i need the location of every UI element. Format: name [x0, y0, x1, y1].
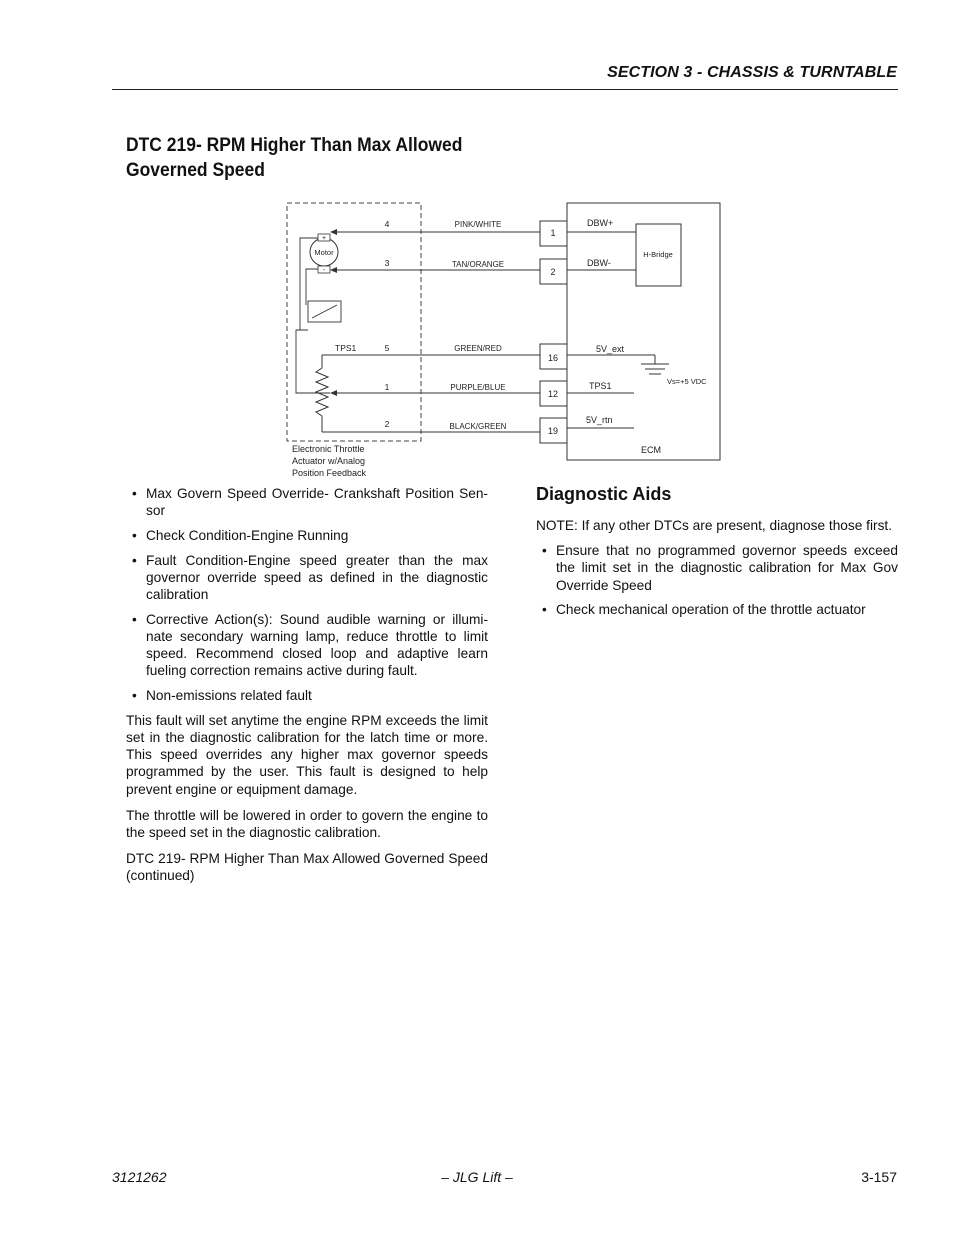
diagnostic-aids-heading: Diagnostic Aids	[536, 484, 672, 504]
motor-minus-label: -	[322, 267, 326, 274]
wire-color-label: PURPLE/BLUE	[450, 383, 506, 392]
actuator-boundary	[287, 203, 421, 441]
pin-label: 3	[384, 258, 390, 268]
ecm-signal-label: DBW-	[587, 258, 611, 268]
motor-link-line	[306, 269, 318, 305]
ecm-pin-number: 16	[547, 353, 559, 363]
supply-label: Vs=+5 VDC	[667, 377, 707, 386]
wire-color-label: TAN/ORANGE	[451, 260, 505, 269]
pin-label: 4	[384, 219, 390, 229]
ecm-label: ECM	[641, 445, 661, 455]
motor-plus-label: +	[321, 235, 327, 242]
wire-color-label: PINK/WHITE	[454, 220, 502, 229]
list-item: • Corrective Action(s): Sound audible warning or illumi-nate secondary warning lamp, reduce throttle to limit speed. Recommend closed loop and adaptive learn fueling correction remains active during fault.	[132, 611, 488, 679]
ecm-pin-number: 12	[547, 389, 559, 399]
section-header: SECTION 3 - CHASSIS & TURNTABLE	[607, 64, 897, 81]
pin-label: 2	[384, 419, 390, 429]
list-item: • Non-emissions related fault	[132, 688, 312, 704]
tps-label: TPS1	[335, 343, 357, 353]
ecm-signal-label: 5V_rtn	[586, 415, 613, 425]
doc-number: 3121262	[112, 1169, 167, 1185]
actuator-caption: Electronic Throttle	[292, 444, 365, 454]
pin-label: 1	[384, 382, 390, 392]
list-item: • Ensure that no programmed governor speeds exceed the limit set in the diagnostic calibration for Max Gov Override Speed	[542, 543, 898, 593]
list-item: • Fault Condition-Engine speed greater than the max governor override speed as defined in the diagnostic calibration	[132, 552, 488, 603]
list-item: • Max Govern Speed Override- Crankshaft Position Sen-sor	[132, 486, 488, 519]
page-number: 3-157	[861, 1169, 897, 1185]
aids-list	[536, 542, 898, 618]
ecm-signal-label: DBW+	[587, 218, 614, 228]
hbridge-label: H-Bridge	[643, 250, 673, 259]
body-paragraph: DTC 219- RPM Higher Than Max Allowed Governed Speed (continued)	[126, 851, 488, 884]
wire-color-label: GREEN/RED	[454, 344, 502, 353]
note-text: NOTE: If any other DTCs are present, diagnose those first.	[536, 518, 893, 533]
title-line-2: Governed Speed	[126, 160, 265, 181]
body-paragraph: The throttle will be lowered in order to govern the engine to the speed set in the diagnostic calibration.	[126, 807, 488, 840]
ecm-pin-number: 19	[547, 426, 559, 436]
tps-resistor	[316, 368, 328, 416]
ecm-pin-number: 2	[550, 267, 556, 277]
list-item: • Check mechanical operation of the throttle actuator	[542, 602, 866, 618]
ecm-pin-number: 1	[550, 228, 556, 238]
left-column	[126, 485, 488, 894]
body-paragraph: This fault will set anytime the engine RPM exceeds the limit set in the diagnostic calibration for the latch time or more. This speed overrides any higher max governor speeds programmed by the user. This fault is designed to help prevent engine or equipment damage.	[126, 712, 488, 797]
footer-brand: – JLG Lift –	[441, 1169, 513, 1185]
title-line-1: DTC 219- RPM Higher Than Max Allowed	[126, 135, 463, 156]
actuator-caption: Position Feedback	[292, 468, 367, 478]
right-column	[536, 482, 898, 626]
condition-list	[126, 485, 488, 704]
list-item: • Check Condition-Engine Running	[132, 527, 349, 543]
wire-color-label: BLACK/GREEN	[449, 422, 507, 431]
ecm-signal-label: 5V_ext	[596, 344, 625, 354]
ecm-signal-label: TPS1	[589, 381, 612, 391]
motor-label: Motor	[314, 248, 334, 257]
pin-label: 5	[384, 343, 390, 353]
actuator-caption: Actuator w/Analog	[292, 456, 366, 466]
